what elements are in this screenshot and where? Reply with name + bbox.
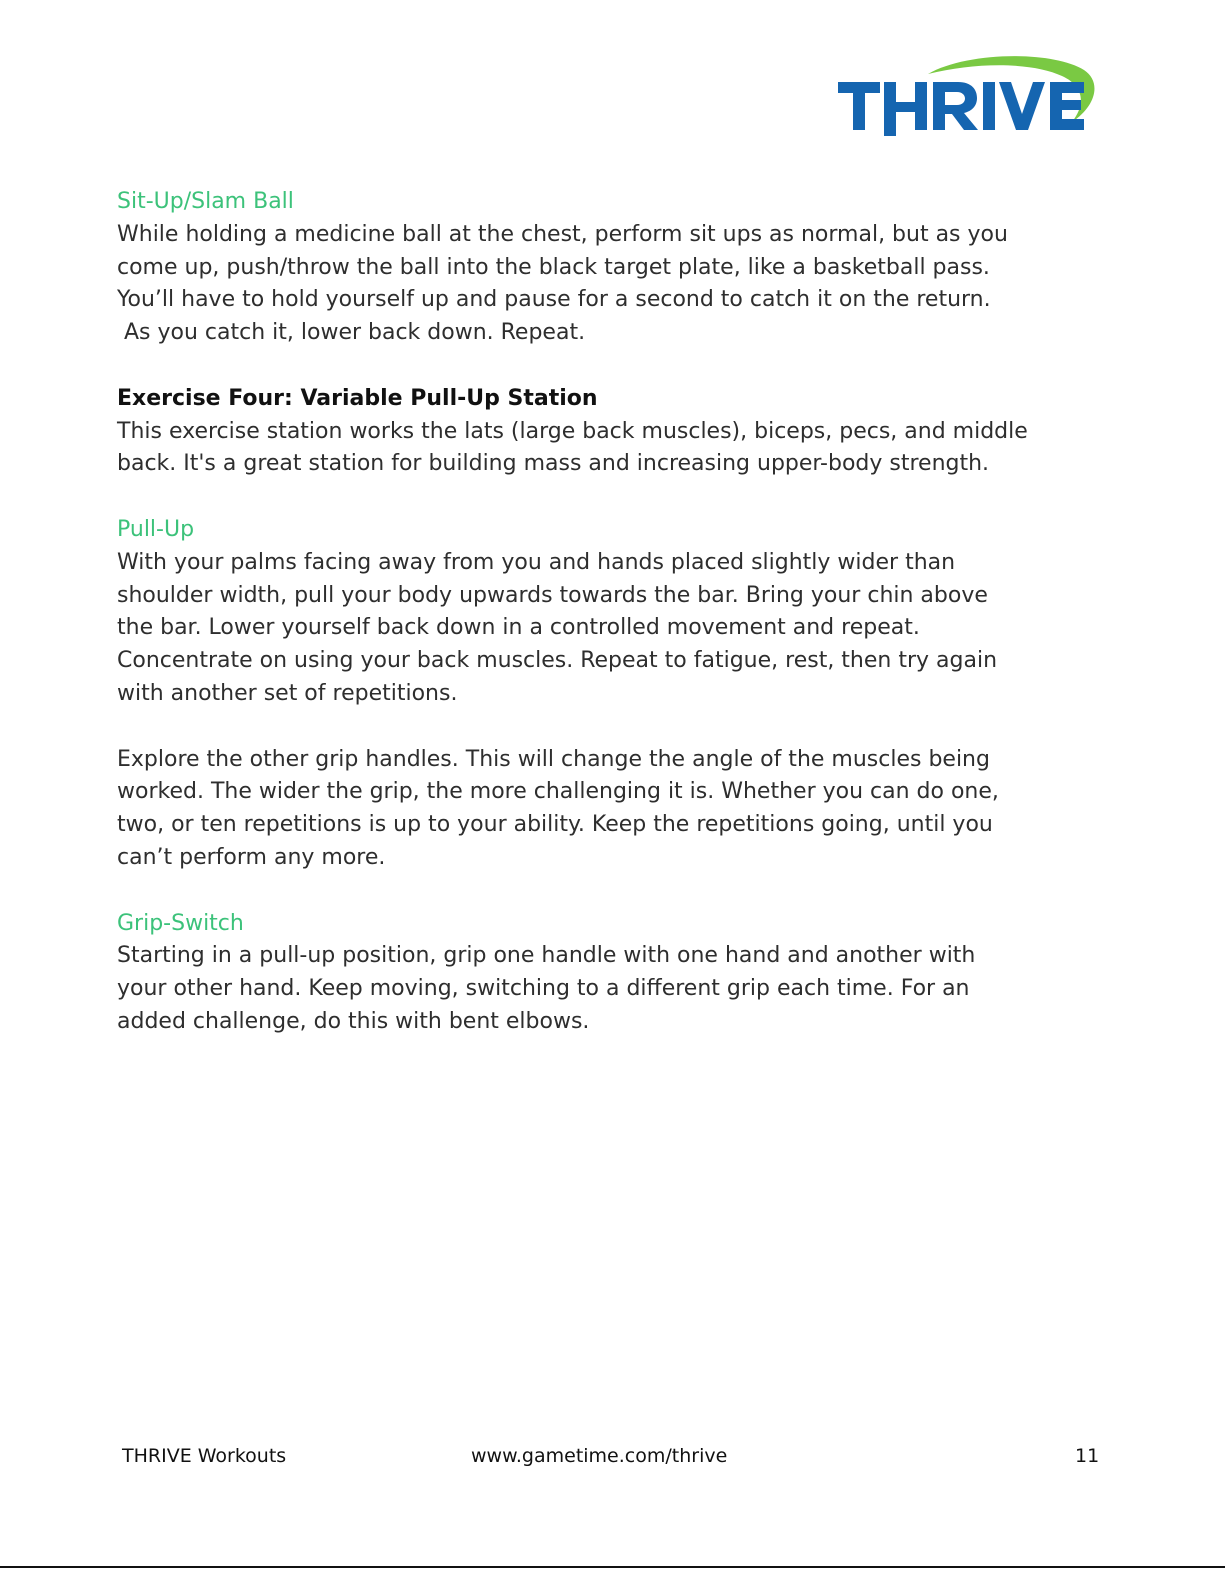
text-line: This exercise station works the lats (large back muscles), biceps, pecs, and middle bbox=[117, 418, 1028, 444]
situp-slamball-title: Sit-Up/Slam Ball bbox=[117, 189, 294, 214]
spacer bbox=[117, 481, 1107, 514]
spacer bbox=[117, 875, 1107, 908]
text-line: Explore the other grip handles. This will change the angle of the muscles being bbox=[117, 746, 990, 772]
text-line: You’ll have to hold yourself up and pause for a second to catch it on the return. bbox=[117, 287, 991, 313]
text-line: While holding a medicine ball at the chest, perform sit ups as normal, but as you bbox=[117, 221, 1008, 247]
explore-grips-paragraph bbox=[117, 744, 1107, 875]
pullup-description bbox=[117, 547, 1107, 711]
grip-switch-description bbox=[117, 940, 1107, 1038]
text-line: added challenge, do this with bent elbows. bbox=[117, 1008, 590, 1034]
text-line: With your palms facing away from you and hands placed slightly wider than bbox=[117, 549, 956, 575]
text-line: worked. The wider the grip, the more challenging it is. Whether you can do one, bbox=[117, 779, 999, 805]
exercise-four-description bbox=[117, 416, 1107, 482]
page-number: 11 bbox=[1075, 1445, 1100, 1467]
text-line: shoulder width, pull your body upwards towards the bar. Bring your chin above bbox=[117, 582, 988, 608]
text-line: Starting in a pull-up position, grip one handle with one hand and another with bbox=[117, 943, 976, 969]
text-line: two, or ten repetitions is up to your ability. Keep the repetitions going, until you bbox=[117, 812, 993, 838]
spacer bbox=[117, 711, 1107, 744]
bottom-border bbox=[0, 1566, 1225, 1568]
situp-slamball-description bbox=[117, 219, 1107, 350]
logo-lettering bbox=[838, 82, 1084, 136]
text-line: can’t perform any more. bbox=[117, 844, 386, 870]
text-line: As you catch it, lower back down. Repeat. bbox=[117, 320, 586, 346]
text-line: your other hand. Keep moving, switching to a different grip each time. For an bbox=[117, 976, 970, 1002]
footer-title: THRIVE Workouts bbox=[122, 1445, 287, 1467]
pullup-title: Pull-Up bbox=[117, 516, 195, 542]
thrive-logo bbox=[836, 52, 1098, 138]
footer-url: www.gametime.com/thrive bbox=[471, 1445, 728, 1467]
text-line: Concentrate on using your back muscles. Repeat to fatigue, rest, then try again bbox=[117, 648, 998, 674]
grip-switch-title: Grip-Switch bbox=[117, 910, 244, 936]
text-line: back. It's a great station for building mass and increasing upper-body strength. bbox=[117, 451, 990, 477]
text-line: the bar. Lower yourself back down in a controlled movement and repeat. bbox=[117, 615, 920, 641]
exercise-four-heading: Exercise Four: Variable Pull-Up Station bbox=[117, 385, 598, 411]
document-body bbox=[117, 186, 1107, 1039]
spacer bbox=[117, 350, 1107, 383]
text-line: with another set of repetitions. bbox=[117, 680, 458, 706]
text-line: come up, push/throw the ball into the black target plate, like a basketball pass. bbox=[117, 254, 990, 280]
